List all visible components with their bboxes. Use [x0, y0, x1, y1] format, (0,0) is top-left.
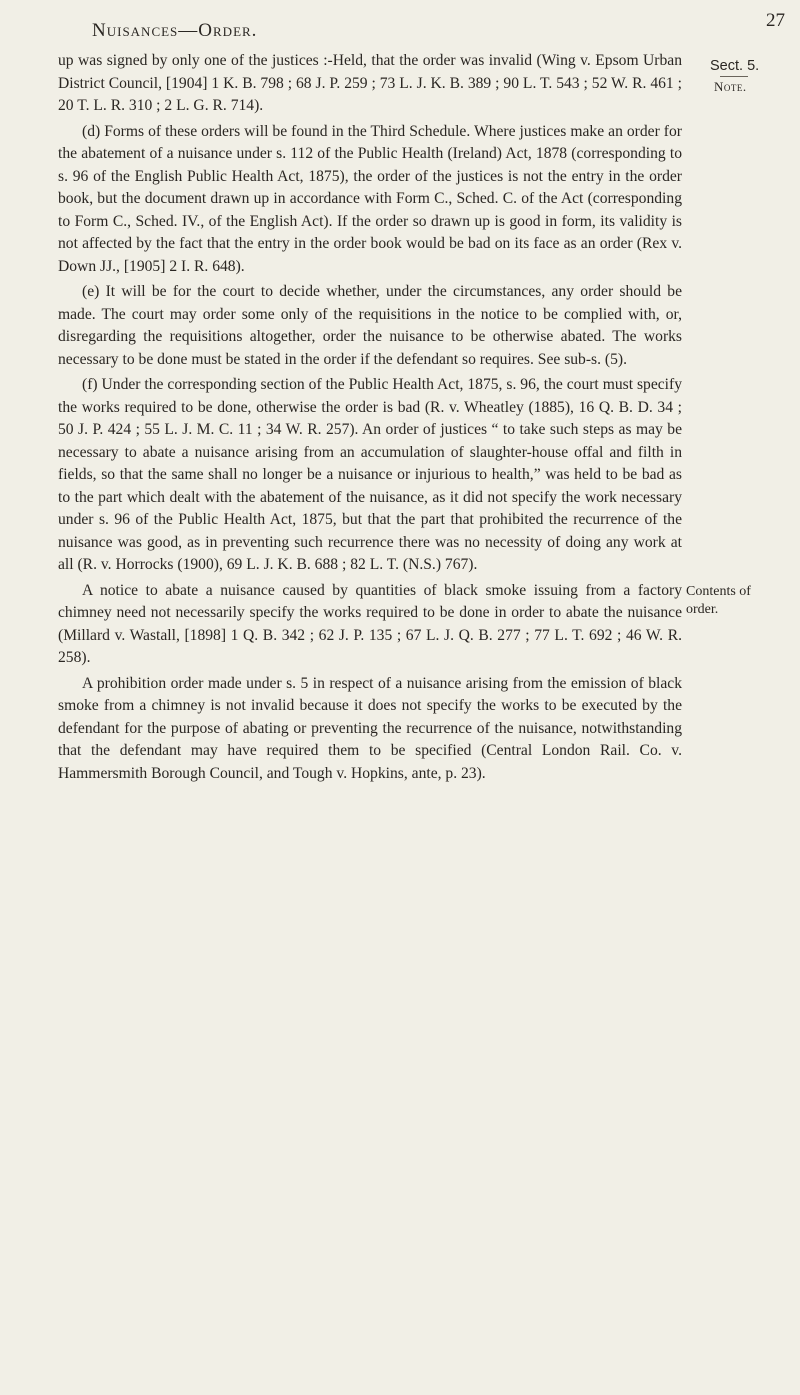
paragraph-note-e: (e) It will be for the court to decide whether, under the circumstances, any order should be made. The court may order some only of the requisitions in the notice to be complied with, or, disregarding the requisitions altogether, order the nuisance to be otherwise abated. The works necessary to be done must be stated in the order if the defendant so requires. See sub-s. (5). [58, 283, 682, 368]
running-head: Nuisances—Order. [92, 20, 258, 41]
contents-note-line-1: Contents of [686, 584, 751, 599]
paragraph-black-smoke-notice: A notice to abate a nuisance caused by quantities of black smoke issuing from a factory chimney need not necessarily specify the works required to be done in order to abate the nuisance (Millard v. Wastall, [1898] 1 Q. B. 342 ; 62 J. P. 135 ; 67 L. J. Q. B. 277 ; 77 L. T. 692 ; 46 W. R. 258). [58, 581, 682, 666]
paragraph-prohibition-order: A prohibition order made under s. 5 in respect of a nuisance arising from the emission of black smoke from a chimney is not invalid because it does not specify the works to be executed by the defendant for the purpose of abating or preventing the recurrence of the nuisance, notwithstanding that the defendant may have required them to be specified (Central London Rail. Co. v. Hammersmith Borough Council, and Tough v. Hopkins, ante, p. 23). [58, 674, 682, 782]
page-header [0, 10, 800, 50]
page-number: 27 [766, 10, 785, 31]
contents-of-order-margin-note [686, 583, 796, 619]
paragraph-note-d: (d) Forms of these orders will be found in the Third Schedule. Where justices make an order for the abatement of a nuisance under s. 112 of the Public Health (Ireland) Act, 1878 (corresponding to s. 96 of the English Public Health Act, 1875), the order of the justices is not the entry in the order book, but the document drawn up in accordance with Form C., Sched. C. of the Act (corresponding to Form C., Sched. IV., of the English Act). If the order so drawn up is good in form, its validity is not affected by the fact that the entry in the order book would be bad on its face as an order (Rex v. Down JJ., [1905] 2 I. R. 648). [58, 122, 682, 275]
paragraph-note-f: (f) Under the corresponding section of the Public Health Act, 1875, s. 96, the court must specify the works required to be done, otherwise the order is bad (R. v. Wheatley (1885), 16 Q. B. D. 34 ; 50 J. P. 424 ; 55 L. J. M. C. 11 ; 34 W. R. 257). An order of justices “ to take such steps as may be necessary to abate a nuisance arising from an accumulation of slaughter-house offal and filth in fields, so that the same shall no longer be a nuisance or injurious to health,” was held to be bad as to the part which dealt with the abatement of the nuisance, as it did not specify the work necessary under s. 96 of the Public Health Act, 1875, but that the part that prohibited the recurrence of the nuisance was good, as in preventing such recurrence there was no necessity of doing any work at all (R. v. Horrocks (1900), 69 L. J. K. B. 688 ; 82 L. T. (N.S.) 767). [58, 376, 682, 573]
margin-divider [720, 76, 748, 77]
section-margin-note: Sect. 5. [710, 58, 760, 74]
paragraph-continuation: up was signed by only one of the justices :-Held, that the order was invalid (Wing v. Epsom Urban District Council, [1904] 1 K. B. 798 ; 68 J. P. 259 ; 73 L. J. K. B. 389 ; 90 L. T. 543 ; 52 W. R. 461 ; 20 T. L. R. 310 ; 2 L. G. R. 714). [58, 52, 682, 114]
body-text [58, 50, 682, 785]
note-margin-label: Note. [714, 79, 747, 94]
contents-note-line-2: order. [686, 602, 719, 617]
